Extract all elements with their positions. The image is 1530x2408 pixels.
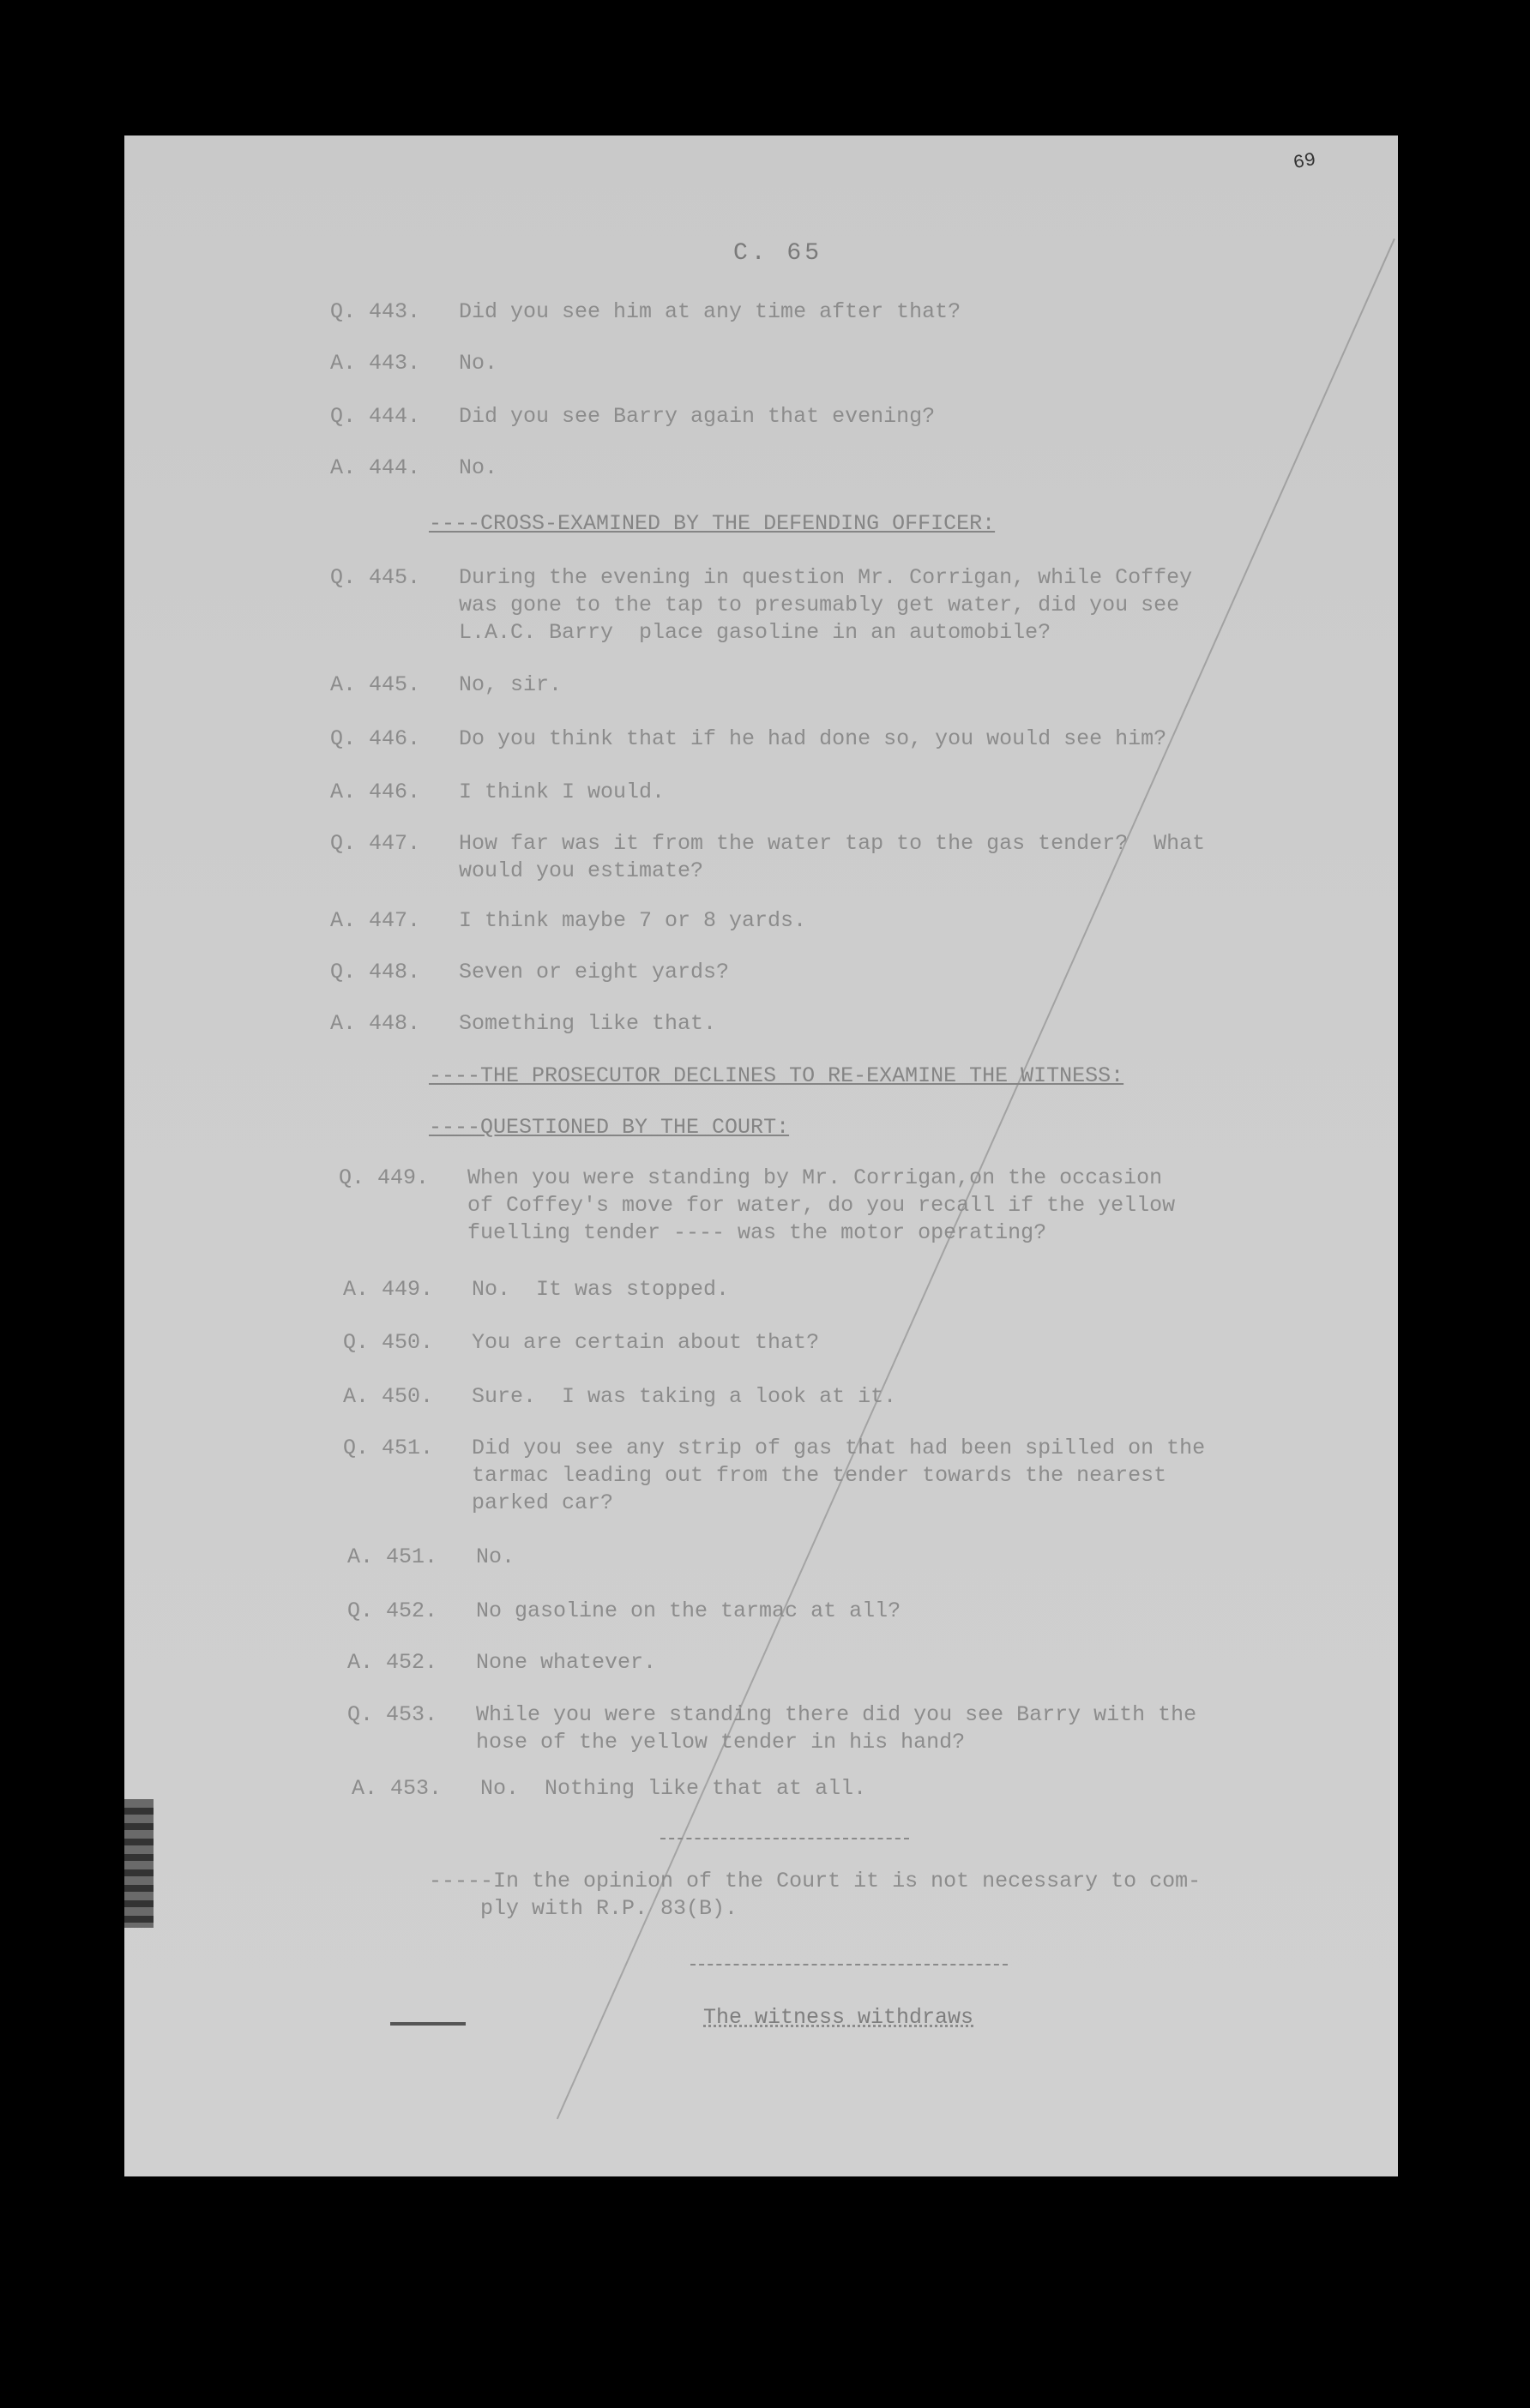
qa-entry	[330, 455, 498, 564]
qa-entry	[352, 1775, 867, 1885]
entry-text: No.	[459, 351, 498, 376]
entry-label: Q. 451.	[343, 1436, 434, 1460]
entry-text: When you were standing by Mr. Corrigan,on the occasion of Coffey's move for water, do you recall if the yellow fuelling tender ---- was the motor operating?	[467, 1165, 1176, 1245]
entry-label: A. 443.	[330, 351, 421, 376]
entry-label: Q. 453.	[347, 1702, 438, 1727]
entry-label: A. 444.	[330, 455, 421, 480]
entry-text: During the evening in question Mr. Corrigan, while Coffey was gone to the tap to presumably get water, did you see L.A.C. Barry place gasoline in an automobile?	[459, 565, 1193, 645]
entry-label: A. 453.	[352, 1776, 443, 1801]
entry-label: Q. 449.	[339, 1165, 430, 1190]
entry-label: Q. 445.	[330, 565, 421, 590]
entry-text: I think I would.	[459, 780, 666, 804]
entry-text: No gasoline on the tarmac at all?	[476, 1598, 901, 1623]
entry-text: None whatever.	[476, 1650, 657, 1675]
entry-text: Do you think that if he had done so, you would see him?	[459, 726, 1167, 751]
entry-label: A. 451.	[347, 1544, 438, 1569]
entry-label: A. 449.	[343, 1277, 434, 1302]
punch-hole	[90, 135, 121, 166]
entry-text: You are certain about that?	[472, 1330, 820, 1355]
section-heading: ----QUESTIONED BY THE COURT:	[429, 1115, 790, 1140]
entry-text: Did you see him at any time after that?	[459, 299, 961, 324]
film-edge-strip	[124, 1799, 154, 1928]
entry-label: A. 450.	[343, 1384, 434, 1409]
entry-text: No.	[459, 455, 498, 480]
entry-label: Q. 446.	[330, 726, 421, 751]
entry-label: Q. 452.	[347, 1598, 438, 1623]
entry-label: Q. 447.	[330, 831, 421, 856]
entry-text: No, sir.	[459, 672, 563, 697]
entry-label: A. 445.	[330, 672, 421, 697]
qa-entry	[339, 1165, 1176, 1274]
entry-text: I think maybe 7 or 8 yards.	[459, 908, 807, 933]
entry-text: Did you see Barry again that evening?	[459, 404, 936, 429]
witness-withdraws-line: The witness withdraws	[703, 2005, 974, 2030]
entry-text: Did you see any strip of gas that had been spilled on the tarmac leading out from the tender towards the nearest parked car?	[472, 1436, 1206, 1515]
entry-text: How far was it from the water tap to the gas tender? What would you estimate?	[459, 831, 1206, 883]
qa-entry	[330, 564, 1193, 674]
entry-label: Q. 448.	[330, 960, 421, 984]
entry-text: No. Nothing like that at all.	[480, 1776, 867, 1801]
section-heading: ----THE PROSECUTOR DECLINES TO RE-EXAMINE THE WITNESS:	[429, 1063, 1124, 1088]
section-heading: ----CROSS-EXAMINED BY THE DEFENDING OFFICER:	[429, 511, 996, 536]
entry-label: A. 452.	[347, 1650, 438, 1675]
entry-label: A. 447.	[330, 908, 421, 933]
entry-text: Seven or eight yards?	[459, 960, 730, 984]
corner-page-mark: 69	[1291, 148, 1317, 175]
entry-label: A. 448.	[330, 1011, 421, 1036]
entry-label: Q. 443.	[330, 299, 421, 324]
entry-label: A. 446.	[330, 780, 421, 804]
document-page	[124, 135, 1398, 2176]
qa-entry	[330, 1010, 717, 1120]
separator-rule	[690, 1964, 1008, 1966]
entry-text: No.	[476, 1544, 515, 1569]
entry-label: Q. 450.	[343, 1330, 434, 1355]
margin-mark	[390, 2022, 466, 2026]
separator-rule	[660, 1838, 909, 1839]
page-number: C. 65	[733, 240, 823, 267]
entry-text: While you were standing there did you see Barry with the hose of the yellow tender in his hand?	[476, 1702, 1197, 1755]
entry-text: No. It was stopped.	[472, 1277, 730, 1302]
qa-entry	[343, 1435, 1206, 1544]
entry-text: Sure. I was taking a look at it.	[472, 1384, 897, 1409]
entry-text: Something like that.	[459, 1011, 717, 1036]
court-note: -----In the opinion of the Court it is not necessary to com- ply with R.P. 83(B).	[429, 1869, 1202, 1921]
entry-label: Q. 444.	[330, 404, 421, 429]
